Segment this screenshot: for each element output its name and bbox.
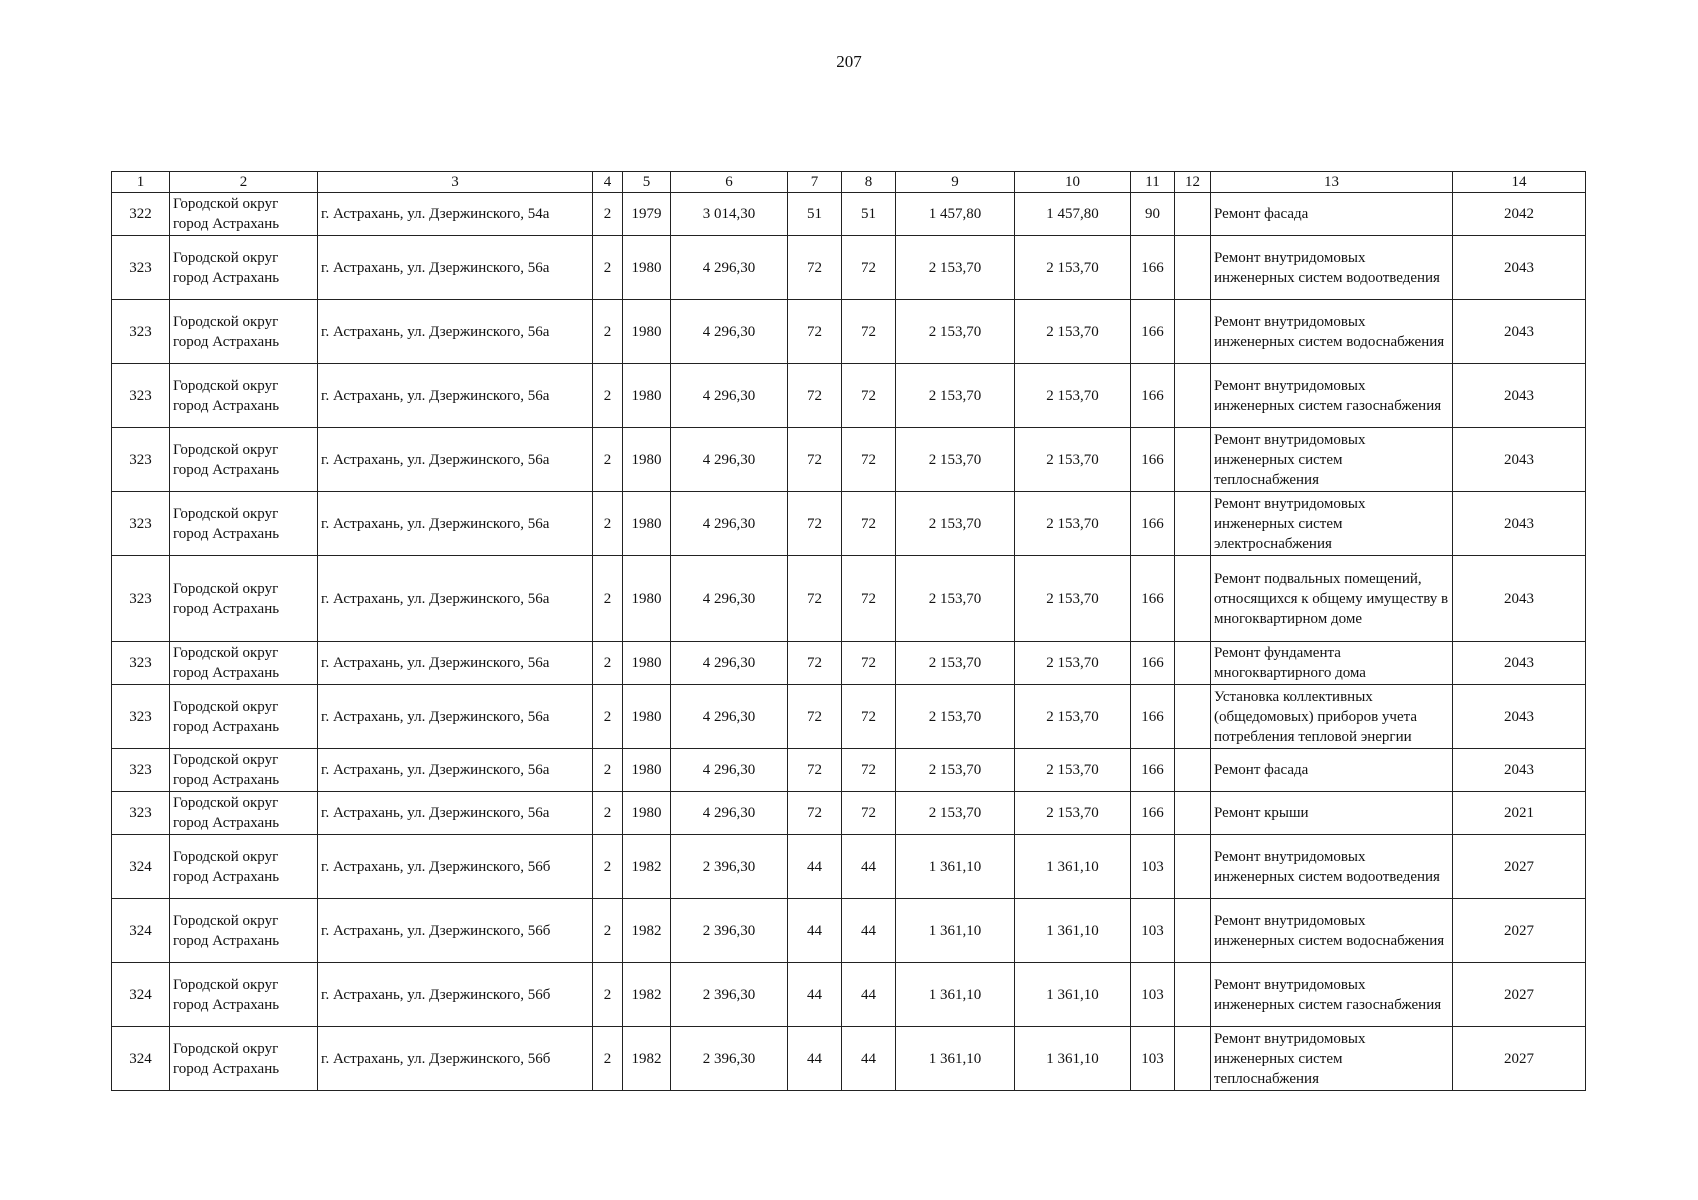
living-area-eq-cell: 1 361,10 (1015, 963, 1131, 1027)
total-area-cell: 2 396,30 (671, 1027, 788, 1091)
municipality-cell: Городской округ город Астрахань (170, 193, 318, 236)
address-cell: г. Астрахань, ул. Дзержинского, 56а (318, 428, 593, 492)
total-area-cell: 4 296,30 (671, 685, 788, 749)
empty-cell (1175, 899, 1211, 963)
total-area-cell: 4 296,30 (671, 236, 788, 300)
residents-cell: 103 (1131, 1027, 1175, 1091)
planned-year-cell: 2043 (1453, 642, 1586, 685)
living-area-cell: 2 153,70 (896, 428, 1015, 492)
repair-work-cell: Ремонт внутридомовых инженерных систем водоснабжения (1211, 300, 1453, 364)
total-area-cell: 2 396,30 (671, 899, 788, 963)
year-built-cell: 1982 (623, 963, 671, 1027)
repair-work-cell: Ремонт внутридомовых инженерных систем газоснабжения (1211, 364, 1453, 428)
table-row (112, 364, 1586, 428)
residents-cell: 166 (1131, 792, 1175, 835)
apartments-cell: 72 (788, 556, 842, 642)
apartments-cell: 72 (788, 642, 842, 685)
living-area-eq-cell: 2 153,70 (1015, 749, 1131, 792)
apartments-cell: 44 (788, 963, 842, 1027)
house-number-cell: 322 (112, 193, 170, 236)
column-header: 5 (623, 172, 671, 193)
living-area-cell: 2 153,70 (896, 749, 1015, 792)
apartments-eq-cell: 72 (842, 556, 896, 642)
apartments-eq-cell: 51 (842, 193, 896, 236)
address-cell: г. Астрахань, ул. Дзержинского, 56б (318, 899, 593, 963)
house-number-cell: 323 (112, 685, 170, 749)
column-header: 7 (788, 172, 842, 193)
living-area-eq-cell: 2 153,70 (1015, 364, 1131, 428)
apartments-cell: 72 (788, 749, 842, 792)
house-number-cell: 323 (112, 236, 170, 300)
repair-work-cell: Ремонт внутридомовых инженерных систем теплоснабжения (1211, 428, 1453, 492)
planned-year-cell: 2027 (1453, 1027, 1586, 1091)
living-area-eq-cell: 2 153,70 (1015, 792, 1131, 835)
municipality-cell: Городской округ город Астрахань (170, 364, 318, 428)
year-built-cell: 1980 (623, 492, 671, 556)
year-built-cell: 1980 (623, 300, 671, 364)
residents-cell: 103 (1131, 963, 1175, 1027)
floors-cell: 2 (593, 685, 623, 749)
apartments-eq-cell: 72 (842, 685, 896, 749)
house-number-cell: 323 (112, 492, 170, 556)
column-header: 4 (593, 172, 623, 193)
apartments-eq-cell: 72 (842, 642, 896, 685)
table-row (112, 685, 1586, 749)
table-row (112, 193, 1586, 236)
living-area-eq-cell: 2 153,70 (1015, 642, 1131, 685)
residents-cell: 90 (1131, 193, 1175, 236)
address-cell: г. Астрахань, ул. Дзержинского, 56б (318, 1027, 593, 1091)
column-header: 11 (1131, 172, 1175, 193)
floors-cell: 2 (593, 556, 623, 642)
floors-cell: 2 (593, 963, 623, 1027)
column-header: 8 (842, 172, 896, 193)
floors-cell: 2 (593, 642, 623, 685)
house-number-cell: 324 (112, 1027, 170, 1091)
living-area-eq-cell: 1 361,10 (1015, 899, 1131, 963)
repair-work-cell: Ремонт внутридомовых инженерных систем водоотведения (1211, 236, 1453, 300)
empty-cell (1175, 1027, 1211, 1091)
living-area-eq-cell: 2 153,70 (1015, 428, 1131, 492)
residents-cell: 166 (1131, 556, 1175, 642)
table-row (112, 1027, 1586, 1091)
empty-cell (1175, 749, 1211, 792)
repair-work-cell: Ремонт внутридомовых инженерных систем теплоснабжения (1211, 1027, 1453, 1091)
living-area-eq-cell: 2 153,70 (1015, 492, 1131, 556)
address-cell: г. Астрахань, ул. Дзержинского, 56б (318, 963, 593, 1027)
empty-cell (1175, 364, 1211, 428)
table-row (112, 492, 1586, 556)
floors-cell: 2 (593, 236, 623, 300)
apartments-eq-cell: 72 (842, 236, 896, 300)
residents-cell: 103 (1131, 835, 1175, 899)
municipality-cell: Городской округ город Астрахань (170, 792, 318, 835)
year-built-cell: 1980 (623, 364, 671, 428)
apartments-cell: 72 (788, 300, 842, 364)
living-area-eq-cell: 1 361,10 (1015, 835, 1131, 899)
address-cell: г. Астрахань, ул. Дзержинского, 56а (318, 792, 593, 835)
repair-work-cell: Ремонт фасада (1211, 749, 1453, 792)
address-cell: г. Астрахань, ул. Дзержинского, 56б (318, 835, 593, 899)
total-area-cell: 4 296,30 (671, 792, 788, 835)
living-area-cell: 2 153,70 (896, 556, 1015, 642)
column-header: 10 (1015, 172, 1131, 193)
municipality-cell: Городской округ город Астрахань (170, 749, 318, 792)
repair-work-cell: Установка коллективных (общедомовых) приборов учета потребления тепловой энергии (1211, 685, 1453, 749)
table-row (112, 428, 1586, 492)
repair-work-cell: Ремонт внутридомовых инженерных систем газоснабжения (1211, 963, 1453, 1027)
living-area-eq-cell: 2 153,70 (1015, 685, 1131, 749)
year-built-cell: 1982 (623, 835, 671, 899)
apartments-eq-cell: 72 (842, 749, 896, 792)
living-area-cell: 1 361,10 (896, 963, 1015, 1027)
house-number-cell: 323 (112, 792, 170, 835)
floors-cell: 2 (593, 749, 623, 792)
planned-year-cell: 2027 (1453, 899, 1586, 963)
table-row (112, 963, 1586, 1027)
table-row (112, 642, 1586, 685)
empty-cell (1175, 236, 1211, 300)
address-cell: г. Астрахань, ул. Дзержинского, 56а (318, 364, 593, 428)
table-row (112, 749, 1586, 792)
repair-work-cell: Ремонт внутридомовых инженерных систем электроснабжения (1211, 492, 1453, 556)
house-number-cell: 323 (112, 556, 170, 642)
house-number-cell: 323 (112, 300, 170, 364)
page-number: 207 (836, 52, 862, 71)
planned-year-cell: 2043 (1453, 685, 1586, 749)
municipality-cell: Городской округ город Астрахань (170, 642, 318, 685)
living-area-cell: 1 361,10 (896, 1027, 1015, 1091)
column-header: 1 (112, 172, 170, 193)
house-number-cell: 324 (112, 899, 170, 963)
repair-work-cell: Ремонт внутридомовых инженерных систем водоотведения (1211, 835, 1453, 899)
floors-cell: 2 (593, 428, 623, 492)
municipality-cell: Городской округ город Астрахань (170, 899, 318, 963)
municipality-cell: Городской округ город Астрахань (170, 492, 318, 556)
repair-work-cell: Ремонт подвальных помещений, относящихся к общему имуществу в многоквартирном доме (1211, 556, 1453, 642)
floors-cell: 2 (593, 1027, 623, 1091)
planned-year-cell: 2043 (1453, 236, 1586, 300)
empty-cell (1175, 492, 1211, 556)
municipality-cell: Городской округ город Астрахань (170, 835, 318, 899)
repair-work-cell: Ремонт крыши (1211, 792, 1453, 835)
living-area-eq-cell: 1 457,80 (1015, 193, 1131, 236)
column-number-row (112, 172, 1586, 193)
living-area-eq-cell: 2 153,70 (1015, 236, 1131, 300)
floors-cell: 2 (593, 364, 623, 428)
empty-cell (1175, 300, 1211, 364)
apartments-eq-cell: 72 (842, 492, 896, 556)
floors-cell: 2 (593, 792, 623, 835)
apartments-eq-cell: 44 (842, 1027, 896, 1091)
apartments-cell: 44 (788, 899, 842, 963)
apartments-cell: 72 (788, 428, 842, 492)
year-built-cell: 1980 (623, 236, 671, 300)
total-area-cell: 4 296,30 (671, 300, 788, 364)
living-area-cell: 2 153,70 (896, 642, 1015, 685)
table-row (112, 835, 1586, 899)
floors-cell: 2 (593, 300, 623, 364)
residents-cell: 166 (1131, 300, 1175, 364)
living-area-cell: 2 153,70 (896, 685, 1015, 749)
address-cell: г. Астрахань, ул. Дзержинского, 56а (318, 236, 593, 300)
living-area-cell: 2 153,70 (896, 492, 1015, 556)
table-body (112, 193, 1586, 1091)
floors-cell: 2 (593, 492, 623, 556)
planned-year-cell: 2021 (1453, 792, 1586, 835)
repair-work-cell: Ремонт фундамента многоквартирного дома (1211, 642, 1453, 685)
floors-cell: 2 (593, 193, 623, 236)
apartments-eq-cell: 72 (842, 792, 896, 835)
house-number-cell: 324 (112, 835, 170, 899)
planned-year-cell: 2042 (1453, 193, 1586, 236)
living-area-cell: 2 153,70 (896, 792, 1015, 835)
apartments-eq-cell: 72 (842, 428, 896, 492)
apartments-cell: 72 (788, 364, 842, 428)
house-number-cell: 323 (112, 749, 170, 792)
house-number-cell: 323 (112, 364, 170, 428)
living-area-eq-cell: 2 153,70 (1015, 300, 1131, 364)
municipality-cell: Городской округ город Астрахань (170, 685, 318, 749)
total-area-cell: 4 296,30 (671, 749, 788, 792)
year-built-cell: 1980 (623, 556, 671, 642)
empty-cell (1175, 556, 1211, 642)
apartments-cell: 72 (788, 236, 842, 300)
residents-cell: 166 (1131, 364, 1175, 428)
municipality-cell: Городской округ город Астрахань (170, 428, 318, 492)
total-area-cell: 4 296,30 (671, 492, 788, 556)
address-cell: г. Астрахань, ул. Дзержинского, 54а (318, 193, 593, 236)
planned-year-cell: 2027 (1453, 835, 1586, 899)
residents-cell: 166 (1131, 685, 1175, 749)
repair-work-cell: Ремонт внутридомовых инженерных систем водоснабжения (1211, 899, 1453, 963)
year-built-cell: 1979 (623, 193, 671, 236)
address-cell: г. Астрахань, ул. Дзержинского, 56а (318, 492, 593, 556)
apartments-eq-cell: 44 (842, 963, 896, 1027)
residents-cell: 103 (1131, 899, 1175, 963)
total-area-cell: 3 014,30 (671, 193, 788, 236)
apartments-cell: 72 (788, 492, 842, 556)
municipality-cell: Городской округ город Астрахань (170, 300, 318, 364)
apartments-cell: 44 (788, 835, 842, 899)
apartments-cell: 51 (788, 193, 842, 236)
year-built-cell: 1980 (623, 685, 671, 749)
column-header: 12 (1175, 172, 1211, 193)
planned-year-cell: 2043 (1453, 492, 1586, 556)
living-area-cell: 1 361,10 (896, 835, 1015, 899)
table-row (112, 556, 1586, 642)
municipality-cell: Городской округ город Астрахань (170, 236, 318, 300)
residents-cell: 166 (1131, 749, 1175, 792)
column-header: 14 (1453, 172, 1586, 193)
living-area-cell: 2 153,70 (896, 364, 1015, 428)
year-built-cell: 1982 (623, 1027, 671, 1091)
year-built-cell: 1982 (623, 899, 671, 963)
empty-cell (1175, 428, 1211, 492)
table-row (112, 300, 1586, 364)
apartments-cell: 72 (788, 685, 842, 749)
residents-cell: 166 (1131, 492, 1175, 556)
column-header: 6 (671, 172, 788, 193)
apartments-eq-cell: 44 (842, 899, 896, 963)
house-number-cell: 323 (112, 642, 170, 685)
apartments-eq-cell: 44 (842, 835, 896, 899)
address-cell: г. Астрахань, ул. Дзержинского, 56а (318, 556, 593, 642)
living-area-cell: 1 457,80 (896, 193, 1015, 236)
apartments-eq-cell: 72 (842, 364, 896, 428)
planned-year-cell: 2043 (1453, 749, 1586, 792)
living-area-eq-cell: 1 361,10 (1015, 1027, 1131, 1091)
column-header: 9 (896, 172, 1015, 193)
table-row (112, 236, 1586, 300)
empty-cell (1175, 642, 1211, 685)
address-cell: г. Астрахань, ул. Дзержинского, 56а (318, 685, 593, 749)
residents-cell: 166 (1131, 236, 1175, 300)
table-row (112, 899, 1586, 963)
total-area-cell: 2 396,30 (671, 963, 788, 1027)
repair-work-cell: Ремонт фасада (1211, 193, 1453, 236)
planned-year-cell: 2043 (1453, 428, 1586, 492)
total-area-cell: 4 296,30 (671, 428, 788, 492)
total-area-cell: 4 296,30 (671, 364, 788, 428)
address-cell: г. Астрахань, ул. Дзержинского, 56а (318, 300, 593, 364)
year-built-cell: 1980 (623, 642, 671, 685)
floors-cell: 2 (593, 835, 623, 899)
column-header: 2 (170, 172, 318, 193)
year-built-cell: 1980 (623, 749, 671, 792)
empty-cell (1175, 792, 1211, 835)
living-area-eq-cell: 2 153,70 (1015, 556, 1131, 642)
living-area-cell: 2 153,70 (896, 300, 1015, 364)
apartments-cell: 72 (788, 792, 842, 835)
repair-schedule-table (111, 171, 1586, 1091)
total-area-cell: 4 296,30 (671, 642, 788, 685)
empty-cell (1175, 685, 1211, 749)
column-header: 3 (318, 172, 593, 193)
residents-cell: 166 (1131, 642, 1175, 685)
empty-cell (1175, 193, 1211, 236)
living-area-cell: 1 361,10 (896, 899, 1015, 963)
apartments-eq-cell: 72 (842, 300, 896, 364)
planned-year-cell: 2027 (1453, 963, 1586, 1027)
municipality-cell: Городской округ город Астрахань (170, 963, 318, 1027)
total-area-cell: 4 296,30 (671, 556, 788, 642)
column-header: 13 (1211, 172, 1453, 193)
house-number-cell: 324 (112, 963, 170, 1027)
apartments-cell: 44 (788, 1027, 842, 1091)
planned-year-cell: 2043 (1453, 364, 1586, 428)
address-cell: г. Астрахань, ул. Дзержинского, 56а (318, 642, 593, 685)
address-cell: г. Астрахань, ул. Дзержинского, 56а (318, 749, 593, 792)
floors-cell: 2 (593, 899, 623, 963)
empty-cell (1175, 835, 1211, 899)
living-area-cell: 2 153,70 (896, 236, 1015, 300)
table-row (112, 792, 1586, 835)
planned-year-cell: 2043 (1453, 300, 1586, 364)
year-built-cell: 1980 (623, 792, 671, 835)
empty-cell (1175, 963, 1211, 1027)
house-number-cell: 323 (112, 428, 170, 492)
total-area-cell: 2 396,30 (671, 835, 788, 899)
residents-cell: 166 (1131, 428, 1175, 492)
planned-year-cell: 2043 (1453, 556, 1586, 642)
municipality-cell: Городской округ город Астрахань (170, 556, 318, 642)
municipality-cell: Городской округ город Астрахань (170, 1027, 318, 1091)
year-built-cell: 1980 (623, 428, 671, 492)
